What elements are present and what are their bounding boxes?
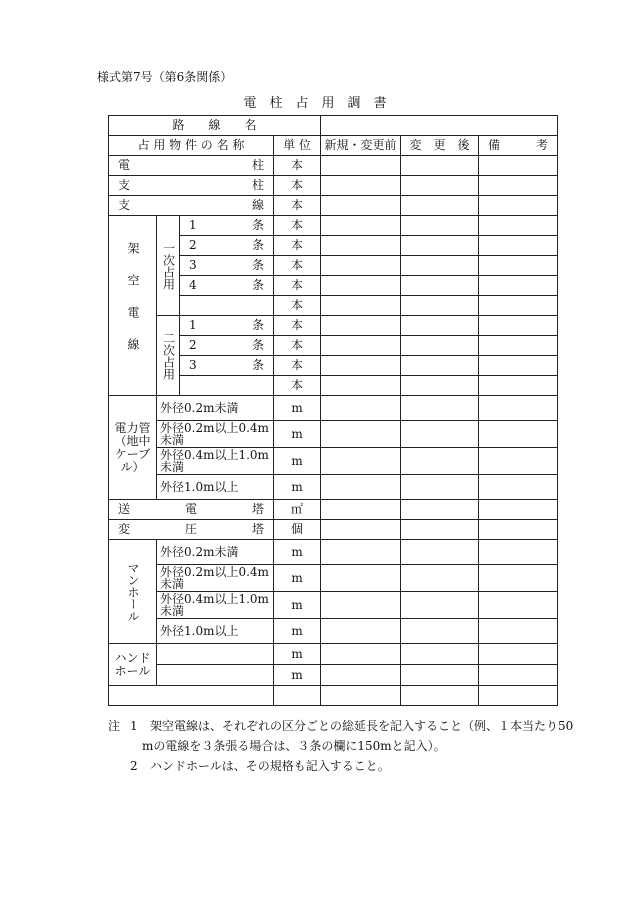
entry-cell[interactable]: [479, 686, 558, 706]
transformer-tower-label: 変 圧 塔: [109, 520, 274, 540]
entry-cell[interactable]: [401, 619, 479, 644]
entry-cell[interactable]: [321, 540, 401, 565]
manhole-label: マンホール: [109, 540, 157, 644]
size-cell: 外径0.4m以上1.0m未満: [157, 592, 274, 619]
entry-cell[interactable]: [321, 619, 401, 644]
unit-cell: m: [274, 619, 321, 644]
table-row: [109, 520, 558, 540]
table-row: [109, 500, 558, 520]
entry-cell[interactable]: [321, 520, 401, 540]
unit-cell: m: [274, 396, 321, 421]
note-number: 2: [130, 759, 138, 773]
table-row: [109, 475, 558, 500]
table-row: [109, 619, 558, 644]
entry-cell[interactable]: [479, 592, 558, 619]
entry-cell[interactable]: [321, 500, 401, 520]
unit-cell: 本: [274, 196, 321, 216]
line-count-cell[interactable]: [180, 376, 274, 396]
entry-cell[interactable]: [321, 644, 401, 665]
size-cell: 外径1.0m以上: [157, 619, 274, 644]
entry-cell[interactable]: [401, 316, 479, 336]
unit-cell: 本: [274, 376, 321, 396]
table-row: [109, 592, 558, 619]
support-pole-label: 支 柱: [109, 176, 274, 196]
entry-cell[interactable]: [479, 396, 558, 421]
line-count-cell: 4 条: [180, 276, 274, 296]
entry-cell[interactable]: [479, 216, 558, 236]
entry-cell[interactable]: [321, 216, 401, 236]
entry-cell[interactable]: [401, 176, 479, 196]
unit-cell: m: [274, 421, 321, 448]
unit-cell: 本: [274, 296, 321, 316]
power-conduit-label: 電力管 （地中 ケーブ ル）: [109, 396, 157, 500]
unit-cell: ㎡: [274, 500, 321, 520]
new-before-header: 新規・変更前: [321, 136, 401, 156]
entry-cell[interactable]: [479, 500, 558, 520]
table-row: [109, 686, 558, 706]
unit-cell: 本: [274, 276, 321, 296]
entry-cell[interactable]: [321, 256, 401, 276]
entry-cell[interactable]: [321, 236, 401, 256]
header-row: [109, 136, 558, 156]
entry-cell[interactable]: [479, 619, 558, 644]
unit-cell: 本: [274, 236, 321, 256]
note-item: [108, 716, 578, 756]
handhole-spec-cell[interactable]: [157, 644, 274, 665]
blank-name-cell[interactable]: [109, 686, 274, 706]
line-count-cell: 3 条: [180, 356, 274, 376]
entry-cell[interactable]: [401, 500, 479, 520]
entry-cell[interactable]: [479, 336, 558, 356]
table-row: [109, 421, 558, 448]
entry-cell[interactable]: [401, 296, 479, 316]
secondary-occupancy-label: 二次占用: [157, 316, 180, 396]
entry-cell[interactable]: [479, 475, 558, 500]
table-row: [109, 565, 558, 592]
entry-cell[interactable]: [479, 421, 558, 448]
table-row: [109, 396, 558, 421]
entry-cell[interactable]: [479, 296, 558, 316]
entry-cell[interactable]: [479, 665, 558, 686]
unit-cell: 本: [274, 336, 321, 356]
note-item: [108, 756, 578, 776]
entry-cell[interactable]: [479, 540, 558, 565]
line-count-cell: 1 条: [180, 216, 274, 236]
entry-cell[interactable]: [479, 256, 558, 276]
after-change-header: 変 更 後: [401, 136, 479, 156]
line-count-cell: 2 条: [180, 336, 274, 356]
unit-cell: m: [274, 592, 321, 619]
entry-cell[interactable]: [321, 156, 401, 176]
entry-cell[interactable]: [401, 156, 479, 176]
entry-cell[interactable]: [479, 376, 558, 396]
entry-cell[interactable]: [479, 644, 558, 665]
size-cell: 外径0.2m未満: [157, 396, 274, 421]
route-row: [109, 116, 558, 136]
handhole-label: ハンド ホール: [109, 644, 157, 686]
pole-label: 電 柱: [109, 156, 274, 176]
unit-cell: m: [274, 565, 321, 592]
entry-cell[interactable]: [321, 475, 401, 500]
size-cell: 外径0.2m以上0.4m未満: [157, 421, 274, 448]
blank-unit-cell[interactable]: [274, 686, 321, 706]
unit-cell: 個: [274, 520, 321, 540]
entry-cell[interactable]: [401, 276, 479, 296]
entry-cell[interactable]: [401, 216, 479, 236]
entry-cell[interactable]: [321, 565, 401, 592]
table-row: [109, 665, 558, 686]
table-row: [109, 216, 558, 236]
document-title: 電 柱 占 用 調 書: [243, 96, 387, 111]
entry-cell[interactable]: [401, 592, 479, 619]
entry-cell[interactable]: [479, 196, 558, 216]
unit-cell: m: [274, 475, 321, 500]
entry-cell[interactable]: [479, 156, 558, 176]
note-text: ハンドホールは、その規格も記入すること。: [150, 759, 390, 773]
note-text: 架空電線は、それぞれの区分ごとの総延長を記入すること（例、１本当たり50: [150, 719, 574, 733]
table-row: [109, 644, 558, 665]
line-count-cell: 1 条: [180, 316, 274, 336]
entry-cell[interactable]: [321, 421, 401, 448]
line-count-cell[interactable]: [180, 296, 274, 316]
object-name-header: 占 用 物 件 の 名 称: [109, 136, 274, 156]
unit-cell: 本: [274, 316, 321, 336]
entry-cell[interactable]: [401, 565, 479, 592]
entry-cell[interactable]: [401, 236, 479, 256]
entry-cell[interactable]: [479, 236, 558, 256]
entry-cell[interactable]: [321, 356, 401, 376]
unit-cell: 本: [274, 256, 321, 276]
note-label: 注: [108, 719, 121, 733]
entry-cell[interactable]: [401, 686, 479, 706]
form-number: 様式第7号（第6条関係）: [97, 70, 233, 84]
table-row: [109, 316, 558, 336]
entry-cell[interactable]: [401, 644, 479, 665]
overhead-wire-label: 架空電線: [109, 216, 157, 396]
entry-cell[interactable]: [401, 540, 479, 565]
entry-cell[interactable]: [479, 176, 558, 196]
unit-cell: m: [274, 644, 321, 665]
unit-cell: m: [274, 448, 321, 475]
entry-cell[interactable]: [401, 356, 479, 376]
entry-cell[interactable]: [321, 316, 401, 336]
entry-cell[interactable]: [321, 686, 401, 706]
table-row: [109, 196, 558, 216]
entry-cell[interactable]: [479, 565, 558, 592]
primary-occupancy-label: 一次占用: [157, 216, 180, 316]
entry-cell[interactable]: [401, 336, 479, 356]
entry-cell[interactable]: [479, 356, 558, 376]
guy-wire-label: 支 線: [109, 196, 274, 216]
entry-cell[interactable]: [401, 256, 479, 276]
note-number: 1: [130, 719, 138, 733]
entry-cell[interactable]: [479, 448, 558, 475]
occupancy-survey-table: [108, 115, 558, 706]
entry-cell[interactable]: [401, 520, 479, 540]
entry-cell[interactable]: [321, 296, 401, 316]
table-row: [109, 156, 558, 176]
note-text: mの電線を３条張る場合は、３条の欄に150mと記入）。: [142, 739, 446, 753]
line-count-cell: 2 条: [180, 236, 274, 256]
entry-cell[interactable]: [321, 376, 401, 396]
entry-cell[interactable]: [321, 176, 401, 196]
entry-cell[interactable]: [321, 196, 401, 216]
notes-section: [108, 716, 578, 776]
entry-cell[interactable]: [479, 276, 558, 296]
entry-cell[interactable]: [479, 520, 558, 540]
entry-cell[interactable]: [401, 448, 479, 475]
unit-cell: 本: [274, 176, 321, 196]
unit-header: 単 位: [274, 136, 321, 156]
unit-cell: m: [274, 540, 321, 565]
table-row: [109, 448, 558, 475]
entry-cell[interactable]: [321, 665, 401, 686]
transmission-tower-label: 送 電 塔: [109, 500, 274, 520]
entry-cell[interactable]: [321, 276, 401, 296]
size-cell: 外径0.4m以上1.0m未満: [157, 448, 274, 475]
table-row: [109, 176, 558, 196]
entry-cell[interactable]: [401, 665, 479, 686]
table-row: [109, 540, 558, 565]
size-cell: 外径0.2m以上0.4m未満: [157, 565, 274, 592]
entry-cell[interactable]: [401, 396, 479, 421]
entry-cell[interactable]: [479, 316, 558, 336]
size-cell: 外径0.2m未満: [157, 540, 274, 565]
route-name-label: 路 線 名: [109, 116, 321, 136]
entry-cell[interactable]: [401, 475, 479, 500]
entry-cell[interactable]: [321, 448, 401, 475]
entry-cell[interactable]: [401, 421, 479, 448]
remarks-header: 備 考: [479, 136, 558, 156]
unit-cell: 本: [274, 356, 321, 376]
entry-cell[interactable]: [401, 196, 479, 216]
unit-cell: 本: [274, 156, 321, 176]
size-cell: 外径1.0m以上: [157, 475, 274, 500]
handhole-spec-cell[interactable]: [157, 665, 274, 686]
entry-cell[interactable]: [321, 396, 401, 421]
route-name-cell[interactable]: [321, 116, 558, 136]
entry-cell[interactable]: [321, 592, 401, 619]
entry-cell[interactable]: [401, 376, 479, 396]
line-count-cell: 3 条: [180, 256, 274, 276]
unit-cell: m: [274, 665, 321, 686]
entry-cell[interactable]: [321, 336, 401, 356]
unit-cell: 本: [274, 216, 321, 236]
